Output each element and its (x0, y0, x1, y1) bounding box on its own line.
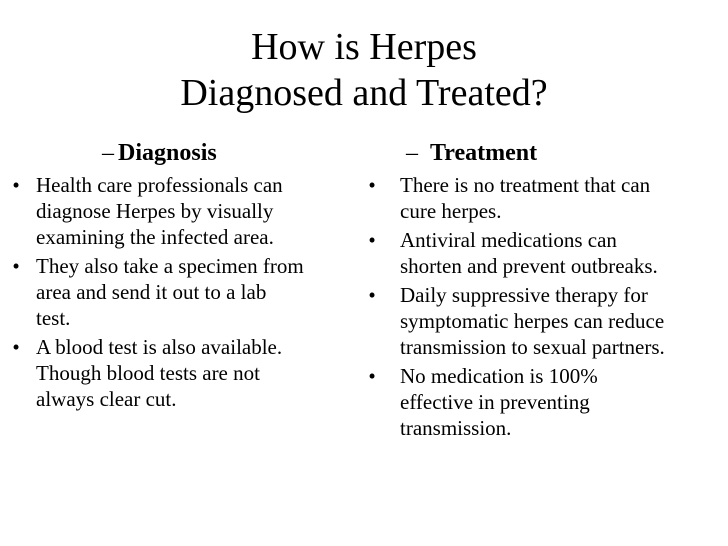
diagnosis-item (4, 253, 304, 331)
bullet-icon: • (368, 364, 376, 388)
bullet-icon: • (368, 173, 376, 197)
diagnosis-item-text: They also take a specimen from area and send it out to a lab test. (36, 254, 304, 330)
slide-title-line-2: Diagnosed and Treated? (180, 72, 548, 114)
treatment-list (360, 172, 665, 441)
treatment-item-text: There is no treatment that can cure herpes. (400, 173, 651, 223)
treatment-item (360, 363, 665, 441)
diagnosis-column (12, 138, 358, 415)
treatment-heading (360, 138, 665, 168)
diagnosis-heading-text: Diagnosis (118, 140, 217, 166)
treatment-item-text: Daily suppressive therapy for symptomatic herpes can reduce transmission to sexual partners. (400, 283, 665, 359)
slide-title-line-1: How is Herpes (251, 26, 477, 68)
treatment-item (360, 227, 665, 279)
slide-title (0, 24, 728, 116)
diagnosis-item-text: Health care professionals can diagnose Herpes by visually examining the infected area. (36, 173, 283, 249)
bullet-icon: • (12, 254, 20, 278)
bullet-icon: • (12, 173, 20, 197)
bullet-icon: • (368, 283, 376, 307)
diagnosis-list (12, 172, 358, 412)
diagnosis-item (4, 334, 304, 412)
treatment-heading-text: Treatment (430, 140, 538, 166)
treatment-dash: – (406, 140, 418, 166)
treatment-item-text: Antiviral medications can shorten and prevent outbreaks. (400, 228, 658, 278)
diagnosis-heading (58, 138, 358, 168)
diagnosis-item (4, 172, 304, 250)
treatment-column (360, 138, 665, 444)
treatment-item (360, 172, 665, 224)
bullet-icon: • (368, 228, 376, 252)
bullet-icon: • (12, 335, 20, 359)
diagnosis-dash: – (102, 140, 114, 166)
treatment-item (360, 282, 665, 360)
diagnosis-item-text: A blood test is also available. Though blood tests are not always clear cut. (36, 335, 283, 411)
treatment-item-text: No medication is 100% effective in preventing transmission. (400, 364, 598, 440)
